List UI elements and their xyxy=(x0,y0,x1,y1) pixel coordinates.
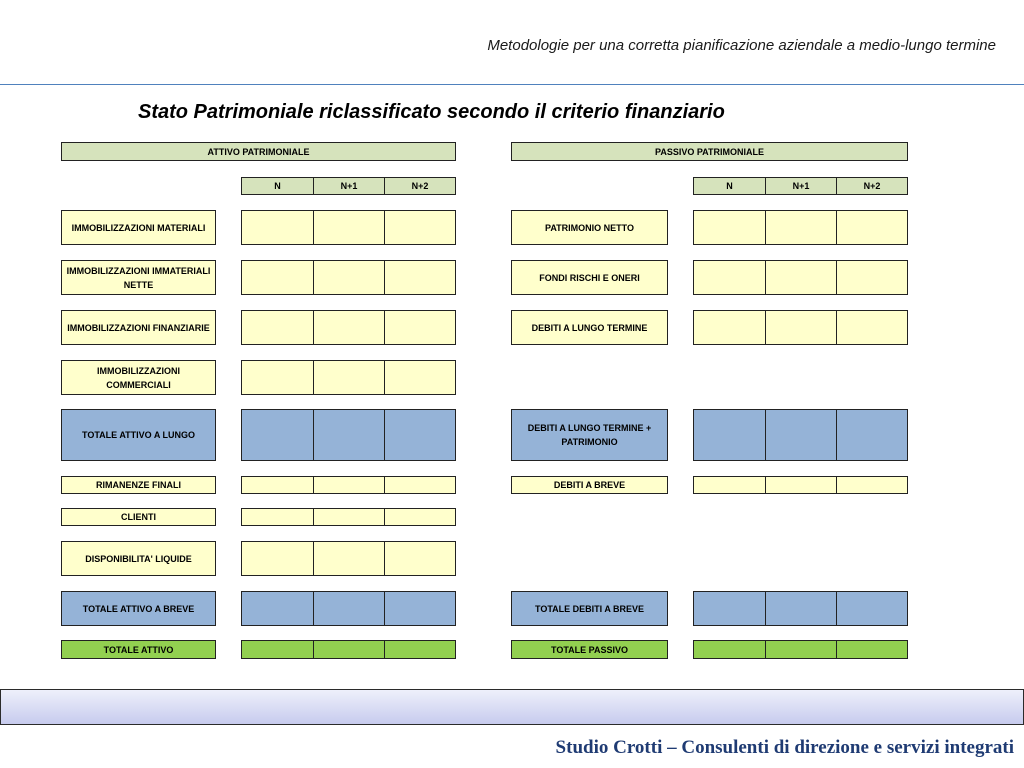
header-title: Metodologie per una corretta pianificazione aziendale a medio-lungo termine xyxy=(487,37,996,54)
passivo-value-cell[interactable] xyxy=(693,260,766,295)
page-title: Stato Patrimoniale riclassificato secondo il criterio finanziario xyxy=(138,101,725,123)
attivo-value-cell[interactable] xyxy=(241,210,314,245)
attivo-value-cell[interactable] xyxy=(384,591,456,626)
passivo-value-cell[interactable] xyxy=(836,210,908,245)
attivo-value-cell[interactable] xyxy=(313,360,385,395)
passivo-value-cell[interactable] xyxy=(836,640,908,659)
passivo-value-cell[interactable] xyxy=(836,409,908,461)
attivo-value-cell[interactable] xyxy=(241,508,314,526)
footer-bar xyxy=(0,689,1024,725)
passivo-row-label: TOTALE PASSIVO xyxy=(511,640,668,659)
attivo-value-cell[interactable] xyxy=(384,210,456,245)
attivo-value-cell[interactable] xyxy=(313,541,385,576)
passivo-value-cell[interactable] xyxy=(765,591,837,626)
attivo-value-cell[interactable] xyxy=(384,409,456,461)
attivo-row-label: TOTALE ATTIVO A BREVE xyxy=(61,591,216,626)
attivo-row-label: TOTALE ATTIVO A LUNGO xyxy=(61,409,216,461)
attivo-heading: ATTIVO PATRIMONIALE xyxy=(61,142,456,161)
passivo-heading: PASSIVO PATRIMONIALE xyxy=(511,142,908,161)
attivo-value-cell[interactable] xyxy=(313,260,385,295)
attivo-value-cell[interactable] xyxy=(241,310,314,345)
attivo-col-n1: N+1 xyxy=(313,177,385,195)
attivo-value-cell[interactable] xyxy=(241,409,314,461)
attivo-value-cell[interactable] xyxy=(241,260,314,295)
attivo-value-cell[interactable] xyxy=(384,541,456,576)
passivo-row-label: DEBITI A LUNGO TERMINE + PATRIMONIO xyxy=(511,409,668,461)
footer-text: Studio Crotti – Consulenti di direzione e servizi integrati xyxy=(555,737,1014,758)
passivo-value-cell[interactable] xyxy=(836,476,908,494)
attivo-col-n: N xyxy=(241,177,314,195)
attivo-value-cell[interactable] xyxy=(241,640,314,659)
attivo-value-cell[interactable] xyxy=(384,476,456,494)
attivo-value-cell[interactable] xyxy=(384,310,456,345)
attivo-col-n2: N+2 xyxy=(384,177,456,195)
attivo-value-cell[interactable] xyxy=(241,476,314,494)
attivo-row-label: CLIENTI xyxy=(61,508,216,526)
passivo-value-cell[interactable] xyxy=(693,640,766,659)
attivo-value-cell[interactable] xyxy=(313,640,385,659)
passivo-value-cell[interactable] xyxy=(765,260,837,295)
attivo-row-label: IMMOBILIZZAZIONI COMMERCIALI xyxy=(61,360,216,395)
passivo-row-label: FONDI RISCHI E ONERI xyxy=(511,260,668,295)
passivo-row-label: TOTALE DEBITI A BREVE xyxy=(511,591,668,626)
passivo-value-cell[interactable] xyxy=(765,310,837,345)
attivo-row-label: RIMANENZE FINALI xyxy=(61,476,216,494)
header-divider xyxy=(0,84,1024,85)
passivo-row-label: DEBITI A BREVE xyxy=(511,476,668,494)
attivo-value-cell[interactable] xyxy=(313,591,385,626)
attivo-value-cell[interactable] xyxy=(313,476,385,494)
passivo-value-cell[interactable] xyxy=(765,210,837,245)
passivo-value-cell[interactable] xyxy=(836,310,908,345)
passivo-value-cell[interactable] xyxy=(693,310,766,345)
passivo-row-label: DEBITI A LUNGO TERMINE xyxy=(511,310,668,345)
passivo-value-cell[interactable] xyxy=(836,591,908,626)
attivo-row-label: IMMOBILIZZAZIONI MATERIALI xyxy=(61,210,216,245)
passivo-row-label: PATRIMONIO NETTO xyxy=(511,210,668,245)
attivo-value-cell[interactable] xyxy=(384,508,456,526)
passivo-value-cell[interactable] xyxy=(693,591,766,626)
passivo-value-cell[interactable] xyxy=(693,476,766,494)
passivo-value-cell[interactable] xyxy=(765,476,837,494)
attivo-value-cell[interactable] xyxy=(241,541,314,576)
attivo-value-cell[interactable] xyxy=(313,210,385,245)
attivo-value-cell[interactable] xyxy=(384,640,456,659)
attivo-value-cell[interactable] xyxy=(313,409,385,461)
attivo-value-cell[interactable] xyxy=(241,360,314,395)
passivo-value-cell[interactable] xyxy=(693,210,766,245)
attivo-value-cell[interactable] xyxy=(241,591,314,626)
attivo-row-label: DISPONIBILITA' LIQUIDE xyxy=(61,541,216,576)
attivo-row-label: IMMOBILIZZAZIONI IMMATERIALI NETTE xyxy=(61,260,216,295)
passivo-col-n2: N+2 xyxy=(836,177,908,195)
passivo-col-n: N xyxy=(693,177,766,195)
passivo-col-n1: N+1 xyxy=(765,177,837,195)
passivo-value-cell[interactable] xyxy=(765,409,837,461)
attivo-value-cell[interactable] xyxy=(384,360,456,395)
attivo-value-cell[interactable] xyxy=(384,260,456,295)
attivo-row-label: IMMOBILIZZAZIONI FINANZIARIE xyxy=(61,310,216,345)
attivo-value-cell[interactable] xyxy=(313,310,385,345)
attivo-row-label: TOTALE ATTIVO xyxy=(61,640,216,659)
attivo-value-cell[interactable] xyxy=(313,508,385,526)
passivo-value-cell[interactable] xyxy=(693,409,766,461)
passivo-value-cell[interactable] xyxy=(765,640,837,659)
passivo-value-cell[interactable] xyxy=(836,260,908,295)
